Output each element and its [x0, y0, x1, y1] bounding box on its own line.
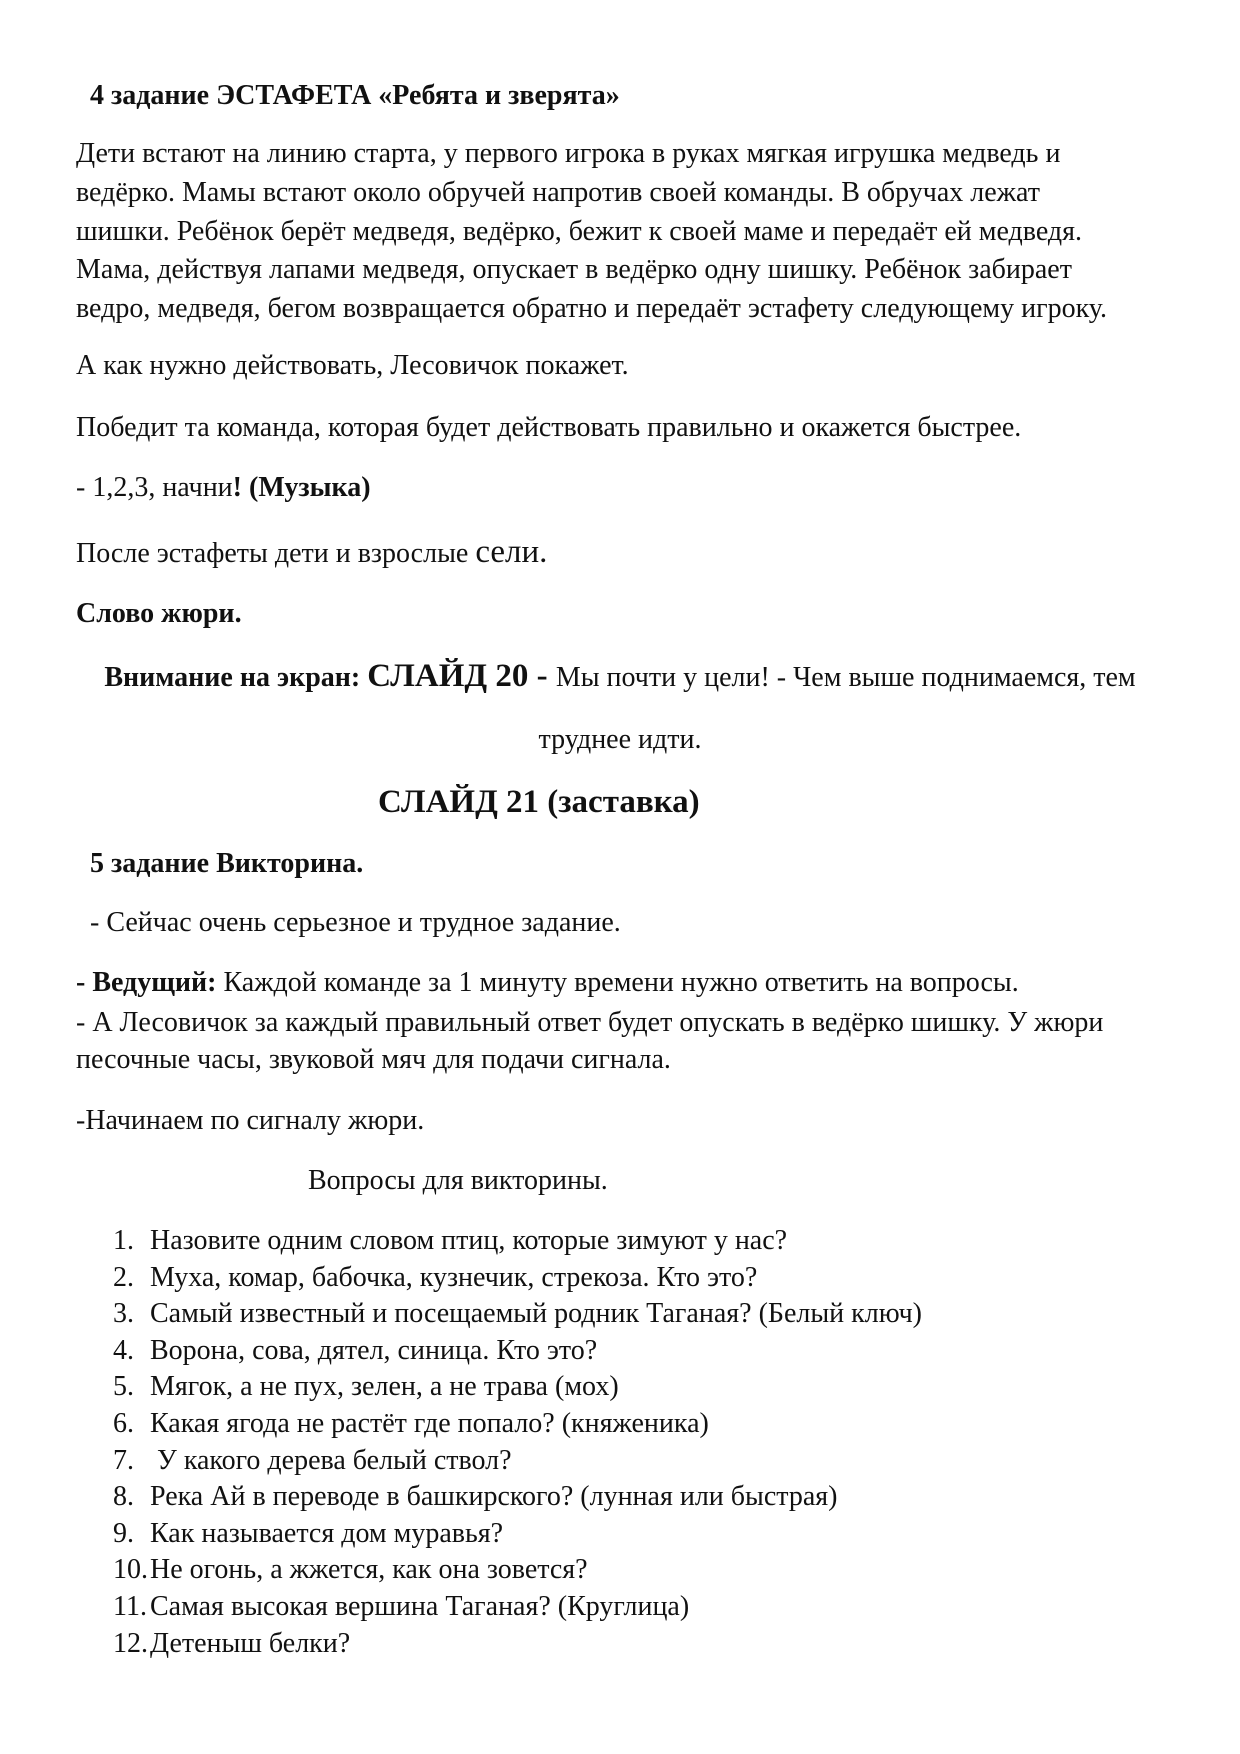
- paragraph-line: ведро, медведя, бегом возвращается обратно и передаёт эстафету следующему игроку.: [76, 293, 1107, 324]
- question-number: 12.: [113, 1627, 148, 1659]
- question-number: 2.: [113, 1261, 134, 1293]
- slide20-text: Мы почти у цели! - Чем выше поднимаемся, тем: [555, 662, 1136, 693]
- question-number: 6.: [113, 1408, 134, 1439]
- paragraph-line: шишки. Ребёнок берёт медведя, ведёрко, бежит к своей маме и передаёт ей медведя.: [76, 216, 1083, 247]
- quiz-question: [113, 1627, 350, 1661]
- question-text: Самая высокая вершина Таганая? (Круглица): [150, 1591, 690, 1622]
- slide21-heading: СЛАЙД 21 (заставка): [378, 784, 700, 820]
- music-note: (Музыка): [242, 472, 371, 503]
- question-number: 10.: [113, 1554, 148, 1586]
- quiz-question: [113, 1224, 787, 1258]
- slide20-label: СЛАЙД 20 -: [367, 658, 556, 694]
- question-text: Назовите одним словом птиц, которые зимуют у нас?: [150, 1225, 788, 1256]
- paragraph-line: Дети встают на линию старта, у первого игрока в руках мягкая игрушка медведь и: [76, 138, 1061, 169]
- question-number: 7.: [113, 1444, 134, 1476]
- quiz-question: [113, 1517, 503, 1551]
- question-number: 1.: [113, 1225, 134, 1256]
- question-text: Самый известный и посещаемый родник Таганая? (Белый ключ): [150, 1298, 922, 1330]
- host-text: Каждой команде за 1 минуту времени нужно ответить на вопросы.: [216, 967, 1019, 998]
- question-number: 8.: [113, 1481, 134, 1513]
- after-relay-line: [76, 535, 547, 569]
- question-text: Детеныш белки?: [150, 1627, 351, 1659]
- slide20-line: [0, 659, 1240, 693]
- quiz-question: [113, 1370, 619, 1404]
- host-label: - Ведущий:: [76, 967, 217, 998]
- quiz-question: [113, 1590, 689, 1624]
- question-text: Как называется дом муравья?: [150, 1517, 504, 1549]
- quiz-question: [113, 1444, 512, 1478]
- quiz-question: [113, 1553, 588, 1587]
- paragraph-line: Мама, действуя лапами медведя, опускает в ведёрко одну шишку. Ребёнок забирает: [76, 254, 1072, 285]
- question-number: 9.: [113, 1517, 134, 1549]
- question-text: Ворона, сова, дятел, синица. Кто это?: [150, 1334, 598, 1366]
- start-line: [76, 471, 371, 505]
- quiz-question: [113, 1334, 597, 1368]
- question-number: 5.: [113, 1371, 134, 1403]
- question-number: 4.: [113, 1334, 134, 1366]
- question-number: 3.: [113, 1298, 134, 1330]
- quiz-title: Вопросы для викторины.: [308, 1165, 608, 1196]
- after-relay-text: После эстафеты дети и взрослые: [76, 538, 476, 569]
- question-text: У какого дерева белый ствол?: [150, 1444, 512, 1476]
- leshy-line: песочные часы, звуковой мяч для подачи сигнала.: [76, 1044, 671, 1075]
- quiz-question: [113, 1261, 757, 1295]
- question-text: Какая ягода не растёт где попало? (княженика): [150, 1408, 709, 1439]
- start-text: - 1,2,3, начни: [76, 472, 233, 503]
- leshy-shows-text: А как нужно действовать, Лесовичок покажет.: [76, 350, 629, 381]
- quiz-question: [113, 1480, 837, 1514]
- quiz-question: [113, 1297, 922, 1331]
- task5-title: 5 задание Викторина.: [90, 848, 364, 879]
- task4-title: 4 задание ЭСТАФЕТА «Ребята и зверята»: [90, 80, 620, 111]
- winner-text: Победит та команда, которая будет действовать правильно и окажется быстрее.: [76, 412, 1022, 443]
- quiz-question: [113, 1407, 709, 1441]
- after-relay-word: сели.: [475, 534, 548, 570]
- attention-label: Внимание на экран:: [104, 662, 368, 693]
- slide20-text-cont: труднее идти.: [538, 724, 702, 755]
- question-text: Мягок, а не пух, зелен, а не трава (мох): [150, 1371, 619, 1403]
- start-excl: !: [232, 472, 242, 503]
- task5-intro: - Сейчас очень серьезное и трудное задание.: [90, 907, 621, 938]
- leshy-line: - А Лесовичок за каждый правильный ответ будет опускать в ведёрко шишку. У жюри: [76, 1007, 1104, 1038]
- question-number: 11.: [113, 1591, 147, 1622]
- host-line: [76, 966, 1019, 1000]
- start-signal-text: -Начинаем по сигналу жюри.: [76, 1105, 425, 1136]
- jury-heading: Слово жюри.: [76, 598, 242, 629]
- question-text: Муха, комар, бабочка, кузнечик, стрекоза. Кто это?: [150, 1261, 758, 1293]
- question-text: Не огонь, а жжется, как она зовется?: [150, 1554, 588, 1586]
- paragraph-line: ведёрко. Мамы встают около обручей напротив своей команды. В обручах лежат: [76, 177, 1040, 208]
- question-text: Река Ай в переводе в башкирского? (лунная или быстрая): [150, 1481, 838, 1513]
